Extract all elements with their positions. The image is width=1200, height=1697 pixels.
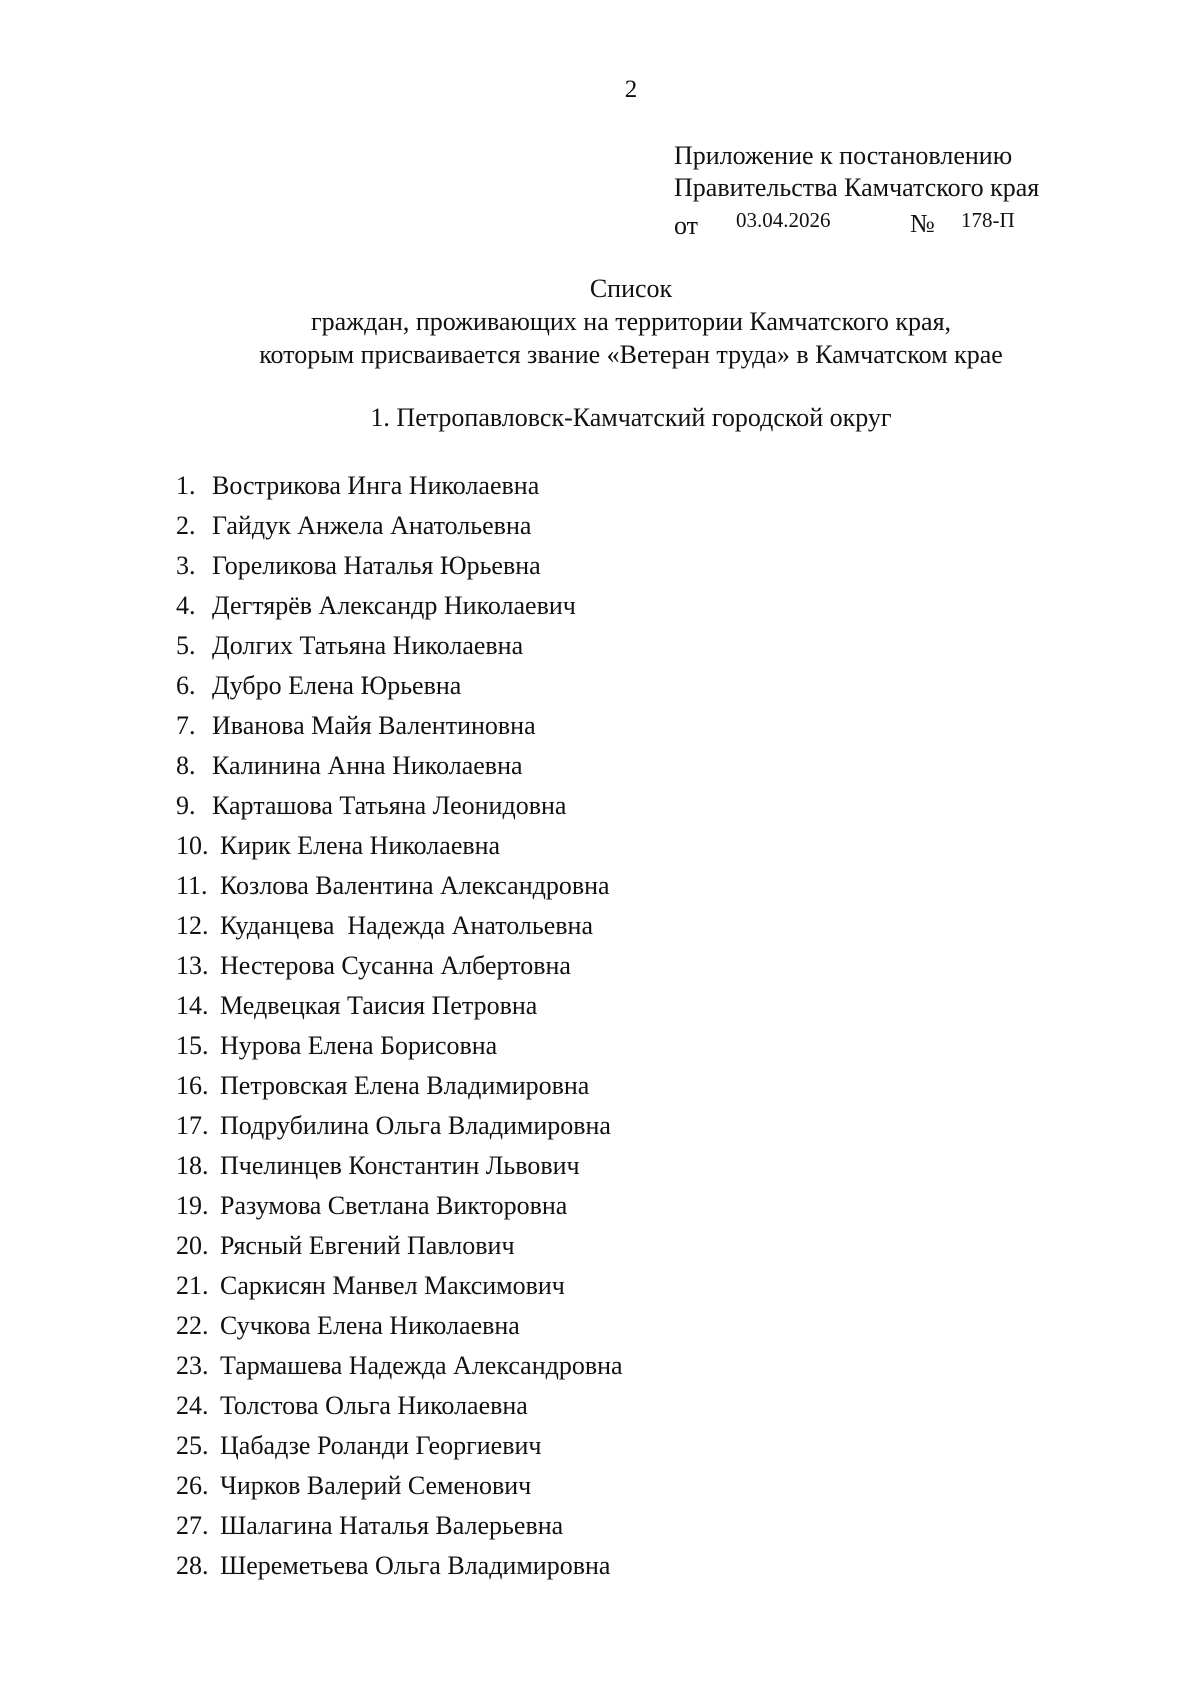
list-item-number: 15. xyxy=(176,1031,209,1060)
list-item xyxy=(176,666,623,706)
list-item-name: Шереметьева Ольга Владимировна xyxy=(220,1551,611,1580)
list-item xyxy=(176,1226,623,1266)
list-item-name: Нестерова Сусанна Албертовна xyxy=(220,951,571,980)
list-item xyxy=(176,466,623,506)
list-item xyxy=(176,706,623,746)
list-item-number: 23. xyxy=(176,1351,209,1380)
list-item xyxy=(176,1426,623,1466)
document-heading xyxy=(0,272,1200,371)
list-item xyxy=(176,546,623,586)
number-sign: № xyxy=(910,209,935,238)
list-item xyxy=(176,586,623,626)
list-item xyxy=(176,946,623,986)
list-item-number: 13. xyxy=(176,951,209,980)
list-item-name: Вострикова Инга Николаевна xyxy=(212,471,540,500)
list-item xyxy=(176,1346,623,1386)
list-item xyxy=(176,746,623,786)
citizen-list xyxy=(176,466,623,1586)
list-item xyxy=(176,786,623,826)
list-item-name: Долгих Татьяна Николаевна xyxy=(212,631,524,660)
list-item xyxy=(176,1546,623,1586)
list-item-name: Петровская Елена Владимировна xyxy=(220,1071,590,1100)
appendix-date-row xyxy=(674,204,1039,240)
list-item-number: 26. xyxy=(176,1471,209,1500)
list-item-name: Тармашева Надежда Александровна xyxy=(220,1351,623,1380)
appendix-line-1: Приложение к постановлению xyxy=(674,141,1013,170)
list-item xyxy=(176,1506,623,1546)
list-item-name: Шалагина Наталья Валерьевна xyxy=(220,1511,564,1540)
heading-line-3: которым присваивается звание «Ветеран труда» в Камчатском крае xyxy=(259,340,1003,369)
list-item-number: 20. xyxy=(176,1231,209,1260)
list-item-number: 19. xyxy=(176,1191,209,1220)
list-item-number: 24. xyxy=(176,1391,209,1420)
list-item-name: Саркисян Манвел Максимович xyxy=(220,1271,565,1300)
list-item-number: 2. xyxy=(176,511,196,540)
list-item-number: 11. xyxy=(176,871,208,900)
list-item xyxy=(176,1386,623,1426)
list-item-name: Гайдук Анжела Анатольевна xyxy=(212,511,532,540)
list-item-number: 7. xyxy=(176,711,196,740)
list-item xyxy=(176,1066,623,1106)
list-item-name: Пчелинцев Константин Львович xyxy=(220,1151,580,1180)
appendix-line-2: Правительства Камчатского края xyxy=(674,173,1040,202)
list-item-name: Дубро Елена Юрьевна xyxy=(212,671,462,700)
list-item xyxy=(176,506,623,546)
list-item-name: Нурова Елена Борисовна xyxy=(220,1031,498,1060)
list-item xyxy=(176,626,623,666)
list-item-number: 28. xyxy=(176,1551,209,1580)
list-item-name: Толстова Ольга Николаевна xyxy=(220,1391,528,1420)
list-item xyxy=(176,826,623,866)
list-item-number: 27. xyxy=(176,1511,209,1540)
heading-line-2: граждан, проживающих на территории Камчатского края, xyxy=(310,307,952,336)
list-item-number: 3. xyxy=(176,551,196,580)
list-item xyxy=(176,1306,623,1346)
page-number: 2 xyxy=(624,76,638,103)
list-item-name: Рясный Евгений Павлович xyxy=(220,1231,515,1260)
list-item-name: Чирков Валерий Семенович xyxy=(220,1471,532,1500)
list-item-number: 9. xyxy=(176,791,196,820)
list-item-name: Козлова Валентина Александровна xyxy=(220,871,610,900)
list-item-name: Гореликова Наталья Юрьевна xyxy=(212,551,541,580)
list-item-number: 12. xyxy=(176,911,209,940)
list-item-number: 18. xyxy=(176,1151,209,1180)
list-item-name: Карташова Татьяна Леонидовна xyxy=(212,791,567,820)
heading-title: Список xyxy=(589,274,673,303)
list-item-number: 8. xyxy=(176,751,196,780)
list-item-number: 4. xyxy=(176,591,196,620)
list-item-number: 10. xyxy=(176,831,209,860)
list-item-number: 25. xyxy=(176,1431,209,1460)
list-item-name: Куданцева Надежда Анатольевна xyxy=(220,911,594,940)
list-item-number: 17. xyxy=(176,1111,209,1140)
list-item-name: Медвецкая Таисия Петровна xyxy=(220,991,538,1020)
section-title: 1. Петропавловск-Камчатский городской округ xyxy=(370,403,892,432)
list-item xyxy=(176,1026,623,1066)
list-item-number: 5. xyxy=(176,631,196,660)
list-item-number: 22. xyxy=(176,1311,209,1340)
list-item-name: Иванова Майя Валентиновна xyxy=(212,711,536,740)
list-item-name: Сучкова Елена Николаевна xyxy=(220,1311,520,1340)
list-item-number: 21. xyxy=(176,1271,209,1300)
list-item-name: Калинина Анна Николаевна xyxy=(212,751,523,780)
list-item xyxy=(176,1266,623,1306)
list-item-name: Кирик Елена Николаевна xyxy=(220,831,501,860)
list-item xyxy=(176,906,623,946)
list-item-number: 1. xyxy=(176,471,196,500)
list-item-number: 6. xyxy=(176,671,196,700)
list-item-number: 14. xyxy=(176,991,209,1020)
list-item xyxy=(176,1466,623,1506)
resolution-number: 178-П xyxy=(961,208,1015,232)
list-item xyxy=(176,1186,623,1226)
list-item-number: 16. xyxy=(176,1071,209,1100)
appendix-block xyxy=(674,140,1040,240)
from-label: от xyxy=(674,211,699,240)
list-item-name: Цабадзе Роланди Георгиевич xyxy=(220,1431,542,1460)
list-item xyxy=(176,1146,623,1186)
list-item-name: Подрубилина Ольга Владимировна xyxy=(220,1111,611,1140)
resolution-date: 03.04.2026 xyxy=(736,208,831,232)
list-item-name: Разумова Светлана Викторовна xyxy=(220,1191,568,1220)
list-item xyxy=(176,986,623,1026)
list-item-name: Дегтярёв Александр Николаевич xyxy=(212,591,576,620)
list-item xyxy=(176,1106,623,1146)
list-item xyxy=(176,866,623,906)
